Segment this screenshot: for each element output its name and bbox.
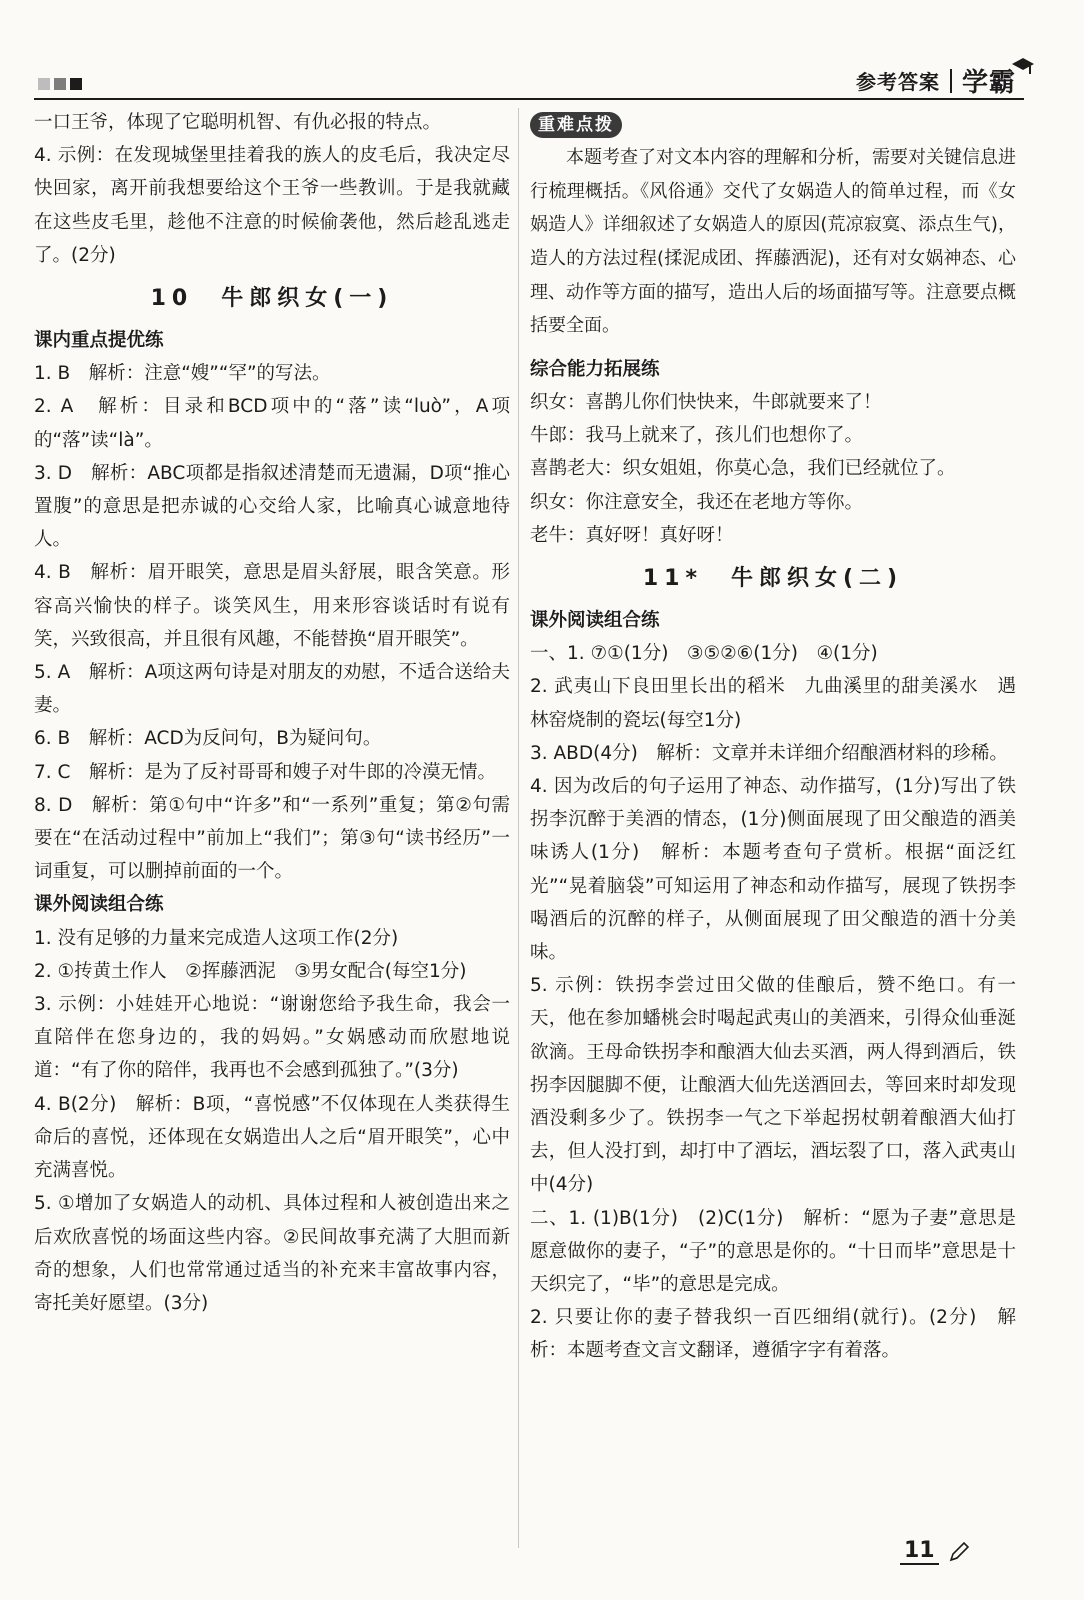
graduation-cap-icon <box>1010 54 1036 80</box>
key-point-text: 本题考查了对文本内容的理解和分析，需要对关键信息进行梳理概括。《风俗通》交代了女娲造人的简单过程，而《女娲造人》详细叙述了女娲造人的原因(荒凉寂寞、添点生气)，造人的方法过程(揉泥成团、挥藤洒泥)，还有对女娲神态、心理、动作等方面的描写，造出人后的场面描写等。注意要点概括要全面。 <box>530 147 1016 337</box>
left-column <box>34 106 510 1320</box>
answer-item: 一、1. ⑦①(1分) ③⑤②⑥(1分) ④(1分) <box>530 643 878 665</box>
header-title-group <box>856 62 1016 99</box>
key-point-badge: 重难点拨 <box>530 112 622 138</box>
square-mark-icon <box>54 78 66 90</box>
section-heading: 综合能力拓展练 <box>530 358 660 380</box>
lesson-title: 10 牛郎织女(一) <box>150 286 394 312</box>
header-label: 参考答案 <box>855 70 940 94</box>
answer-item: 3. ABD(4分) 解析：文章并未详细介绍酿酒材料的珍稀。 <box>530 742 1008 764</box>
header-separator <box>950 69 952 93</box>
answer-item: 2. A 解析：目录和BCD项中的“落”读“luò”，A项的“落”读“là”。 <box>34 396 510 451</box>
answer-item: 4. 因为改后的句子运用了神态、动作描写，(1分)写出了铁拐李沉醉于美酒的情态，(1分)侧面展现了田父酿造的酒美味诱人(1分) 解析：本题考查句子赏析。根据“面泛红光”“晃着脑袋”可知运用了神态和动作描写，展现了铁拐李喝酒后的沉醉的样子，从侧面展现了田父酿造的酒十分美味。 <box>530 776 1016 964</box>
answer-item: 4. B 解析：眉开眼笑，意思是眉头舒展，眼含笑意。形容高兴愉快的样子。谈笑风生，用来形容谈话时有说有笑，兴致很高，并且很有风趣，不能替换“眉开眼笑”。 <box>34 562 510 650</box>
lesson-title: 11* 牛郎织女(二) <box>642 565 904 591</box>
answer-item: 7. C 解析：是为了反衬哥哥和嫂子对牛郎的冷漠无情。 <box>34 761 496 783</box>
answer-item: 6. B 解析：ACD为反问句，B为疑问句。 <box>34 728 382 750</box>
column-divider <box>518 108 519 1548</box>
dialogue-line: 喜鹊老大：织女姐姐，你莫心急，我们已经就位了。 <box>530 458 956 480</box>
answer-item: 2. 只要让你的妻子替我织一百匹细绢(就行)。(2分) 解析：本题考查文言文翻译，遵循字字有着落。 <box>530 1307 1016 1362</box>
answer-item: 3. 示例：小娃娃开心地说：“谢谢您给予我生命，我会一直陪伴在您身边的，我的妈妈。”女娲感动而欣慰地说道：“有了你的陪伴，我再也不会感到孤独了。”(3分) <box>34 994 510 1082</box>
page-number: 11 <box>900 1538 939 1565</box>
page-footer <box>900 1538 971 1565</box>
dialogue-line: 老牛：真好呀！真好呀！ <box>530 524 734 546</box>
page-header <box>34 62 1034 96</box>
answer-item: 3. D 解析：ABC项都是指叙述清楚而无遗漏，D项“推心置腹”的意思是把赤诚的心交给人家，比喻真心诚意地待人。 <box>34 462 510 551</box>
answer-item: 4. B(2分) 解析：B项，“喜悦感”不仅体现在人类获得生命后的喜悦，还体现在女娲造出人之后“眉开眼笑”，心中充满喜悦。 <box>34 1093 510 1182</box>
section-heading: 课内重点提优练 <box>34 330 164 352</box>
right-column <box>530 106 1016 1368</box>
answer-item: 5. A 解析：A项这两句诗是对朋友的劝慰，不适合送给夫妻。 <box>34 662 510 717</box>
square-mark-icon <box>38 78 50 90</box>
section-heading: 课外阅读组合练 <box>34 894 164 916</box>
pencil-icon <box>947 1540 971 1564</box>
answer-item: 5. 示例：铁拐李尝过田父做的佳酿后，赞不绝口。有一天，他在参加蟠桃会时喝起武夷山的美酒来，引得众仙垂涎欲滴。王母命铁拐李和酿酒大仙去买酒，两人得到酒后，铁拐李因腿脚不便，让酿酒大仙先送酒回去，等回来时却发现酒没剩多少了。铁拐李一气之下举起拐杖朝着酿酒大仙打去，但人没打到，却打中了酒坛，酒坛裂了口，落入武夷山中(4分) <box>530 975 1016 1196</box>
section-heading: 课外阅读组合练 <box>530 609 660 631</box>
answer-item: 二、1. (1)B(1分) (2)C(1分) 解析：“愿为子妻”意思是愿意做你的妻子，“子”的意思是你的。“十日而毕”意思是十天织完了，“毕”的意思是完成。 <box>530 1207 1016 1296</box>
dialogue-line: 织女：喜鹊儿你们快快来，牛郎就要来了！ <box>530 391 882 413</box>
spacer <box>530 343 1016 353</box>
dialogue-line: 牛郎：我马上就来了，孩儿们也想你了。 <box>530 425 864 447</box>
answer-text: 一口王爷，体现了它聪明机智、有仇必报的特点。 <box>34 112 442 133</box>
answer-text: 4. 示例：在发现城堡里挂着我的族人的皮毛后，我决定尽快回家，离开前我想要给这个王爷一些教训。于是我就藏在这些皮毛里，趁他不注意的时候偷袭他，然后趁乱逃走了。(2分) <box>34 145 510 266</box>
square-mark-icon <box>70 78 82 90</box>
header-decoration <box>38 78 82 90</box>
answer-item: 2. 武夷山下良田里长出的稻米 九曲溪里的甜美溪水 遇林窑烧制的瓷坛(每空1分) <box>530 676 1016 731</box>
dialogue-line: 织女：你注意安全，我还在老地方等你。 <box>530 491 864 513</box>
header-rule <box>34 98 1024 100</box>
answer-item: 1. 没有足够的力量来完成造人这项工作(2分) <box>34 927 399 949</box>
answer-item: 8. D 解析：第①句中“许多”和“一系列”重复；第②句需要在“在活动过程中”前加上“我们”；第③句“读书经历”一词重复，可以删掉前面的一个。 <box>34 794 510 883</box>
answer-item: 1. B 解析：注意“嫂”“罕”的写法。 <box>34 363 331 385</box>
answer-item: 2. ①抟黄土作人 ②挥藤洒泥 ③男女配合(每空1分) <box>34 960 467 982</box>
brand-logo: 学霸 <box>961 68 1016 98</box>
answer-item: 5. ①增加了女娲造人的动机、具体过程和人被创造出来之后欢欣喜悦的场面这些内容。②民间故事充满了大胆而新奇的想象，人们也常常通过适当的补充来丰富故事内容，寄托美好愿望。(3分) <box>34 1193 510 1314</box>
